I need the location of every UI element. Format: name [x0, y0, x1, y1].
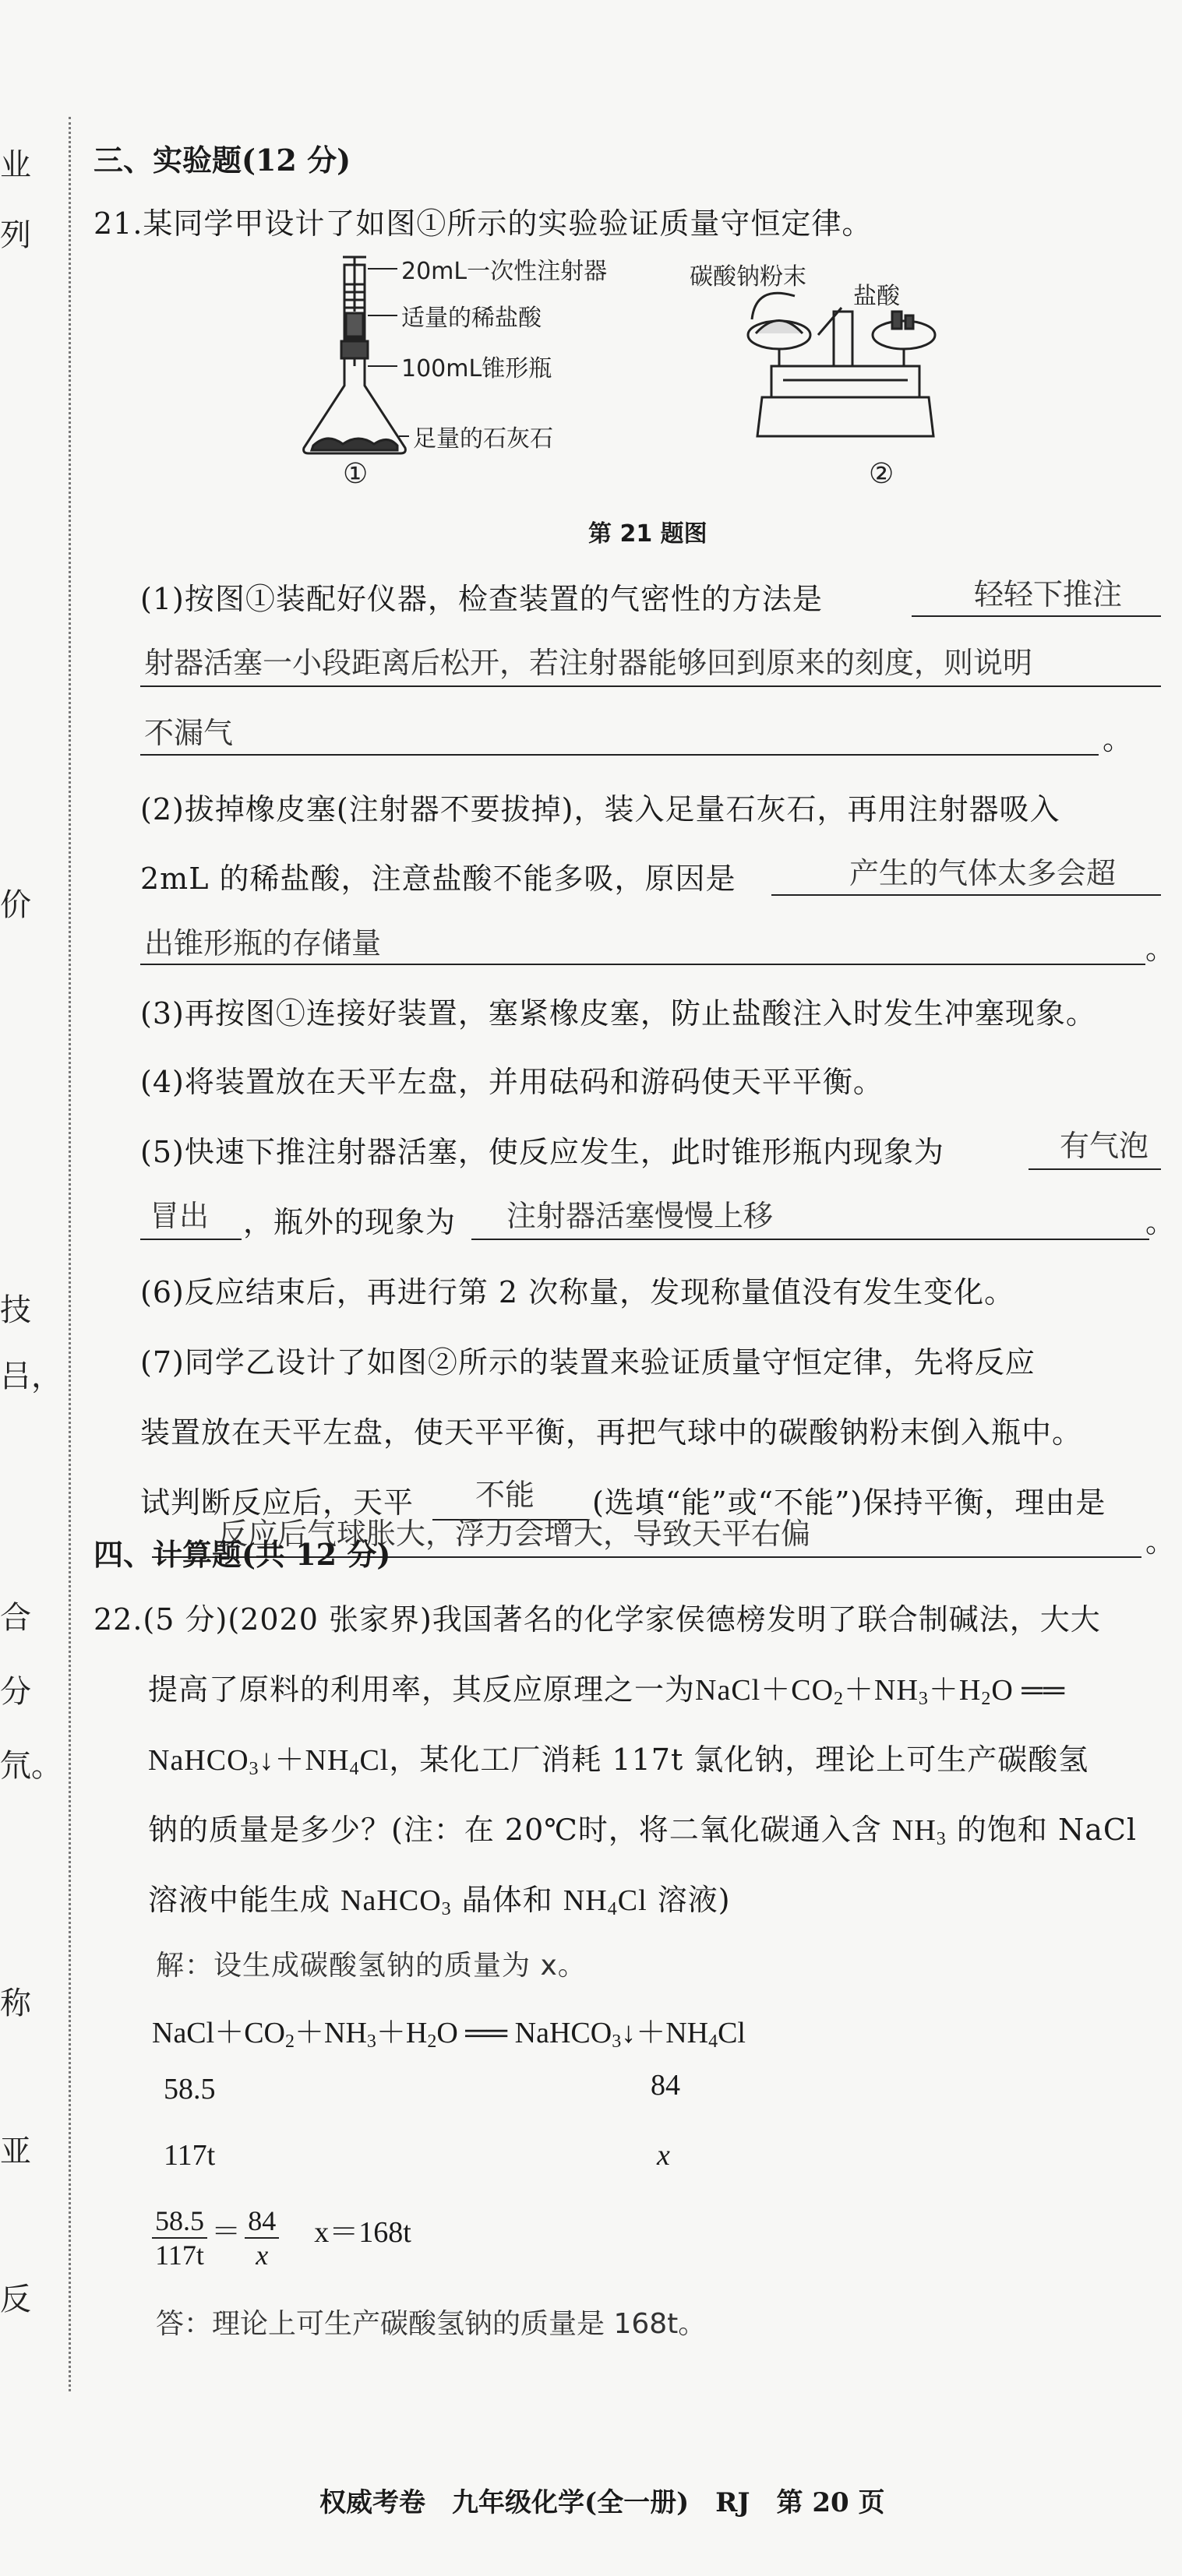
margin-char: 亚	[0, 2134, 31, 2169]
handwritten-answer: 不漏气	[144, 716, 234, 750]
answer-line	[140, 754, 1099, 756]
answer-line	[912, 615, 1161, 617]
q22-text: 溶液)	[657, 1883, 731, 1917]
handwritten-answer: 产生的气体太多会超	[849, 856, 1117, 890]
balance-icon	[748, 293, 935, 436]
q21-part4: (4)将装置放在天平左盘，并用砝码和游码使天平平衡。	[140, 1065, 884, 1099]
figure-21	[296, 249, 982, 506]
handwritten-answer: 不能	[475, 1478, 535, 1512]
page-footer: 权威考卷 九年级化学(全一册) RJ 第 20 页	[319, 2487, 885, 2518]
handwritten-answer: 反应后气球胀大，浮力会增大，导致天平右偏	[218, 1517, 811, 1551]
q21-part5-b: ，瓶外的现象为	[243, 1205, 457, 1239]
q21-part2-b: 2mL 的稀盐酸，注意盐酸不能多吸，原因是	[140, 862, 736, 896]
q21-part6: (6)反应结束后，再进行第 2 次称量，发现称量值没有发生变化。	[140, 1275, 1015, 1309]
answer-line	[140, 1239, 242, 1240]
section-heading: 三、实验题(12 分)	[94, 143, 351, 178]
margin-char: 氘。	[0, 1748, 62, 1784]
q22-text: 溶液中能生成	[148, 1883, 331, 1917]
label-sodium-carbonate: 碳酸钠粉末	[690, 263, 806, 291]
margin-char: 分	[0, 1674, 31, 1710]
q22-text: 晶体和	[461, 1883, 553, 1917]
answer-line	[1029, 1168, 1161, 1170]
q21-part7-b: 装置放在天平左盘，使天平平衡，再把气球中的碳酸钠粉末倒入瓶中。	[140, 1415, 1083, 1450]
label-acid: 适量的稀盐酸	[401, 305, 542, 332]
answer-line	[140, 685, 1161, 687]
unknown-mass: x	[657, 2139, 670, 2172]
q21-part7-a: (7)同学乙设计了如图②所示的装置来验证质量守恒定律，先将反应	[140, 1345, 1036, 1380]
period: 。	[1145, 1205, 1177, 1239]
handwritten-answer: 注射器活塞慢慢上移	[506, 1199, 774, 1233]
reaction-equation: NaCl＋CO2＋NH3＋H2O ══	[695, 1674, 1066, 1709]
question-22-line1: 22.(5 分)(2020 张家界)我国著名的化学家侯德榜发明了联合制碱法，大大	[94, 1602, 1101, 1637]
question-22-line4: 钠的质量是多少？(注：在 20℃时，将二氧化碳通入含 NH3 的饱和 NaCl	[148, 1813, 1138, 1849]
label-hydrochloric-acid: 盐酸	[853, 283, 900, 310]
answer-line	[771, 894, 1161, 896]
solution-intro: 解：设生成碳酸氢钠的质量为 x。	[156, 1950, 587, 1982]
handwritten-answer: 有气泡	[1060, 1129, 1149, 1163]
margin-char: 技	[0, 1292, 31, 1328]
result: x＝168t	[314, 2215, 411, 2249]
q21-part2-a: (2)拔掉橡皮塞(注射器不要拔掉)，装入足量石灰石，再用注射器吸入	[140, 792, 1060, 826]
figure-marker-1: ①	[343, 458, 369, 490]
label-limestone: 足量的石灰石	[413, 425, 553, 453]
margin-char: 合	[0, 1600, 31, 1636]
proportion: $\frac{58.5}{117t}$ ＝ $\frac{84}{x}$ x＝168t	[152, 2204, 411, 2271]
question-22-line2	[148, 1665, 1065, 1708]
q21-part7-d: (选填“能”或“不能”)保持平衡，理由是	[592, 1485, 1106, 1520]
handwritten-answer: 出锥形瓶的存储量	[144, 926, 382, 960]
question-21-intro: 21.某同学甲设计了如图①所示的实验验证质量守恒定律。	[94, 206, 873, 241]
q22-text: 钠的质量是多少？(注：在 20℃时，将二氧化碳通入含	[148, 1813, 882, 1847]
figure-caption: 第 21 题图	[588, 520, 707, 548]
solution-equation: NaCl＋CO2＋NH3＋H2O ══ NaHCO3↓＋NH4Cl	[152, 2017, 746, 2052]
final-answer: 答：理论上可生产碳酸氢钠的质量是 168t。	[156, 2308, 707, 2340]
margin-char: 业	[0, 147, 31, 183]
margin-char: 称	[0, 1986, 31, 2021]
margin-char: 价	[0, 887, 31, 923]
label-syringe: 20mL一次性注射器	[401, 258, 608, 285]
molar-mass-nacl: 58.5	[164, 2073, 216, 2106]
margin-char: 反	[0, 2282, 31, 2317]
question-22-line3	[148, 1736, 1088, 1778]
handwritten-answer: 冒出	[150, 1199, 210, 1233]
margin-char: 列	[0, 217, 31, 253]
figure-marker-2: ②	[869, 458, 894, 490]
reaction-products: NaHCO3↓＋NH4Cl	[148, 1744, 390, 1779]
period: 。	[1103, 722, 1134, 756]
q21-part5-a: (5)快速下推注射器活塞，使反应发生，此时锥形瓶内现象为	[140, 1135, 944, 1169]
binding-dotted-line	[69, 117, 71, 2391]
q21-part3: (3)再按图①连接好装置，塞紧橡皮塞，防止盐酸注入时发生冲塞现象。	[140, 996, 1096, 1031]
q21-part7-c: 试判断反应后，天平	[140, 1485, 415, 1520]
q22-text: 提高了原料的利用率，其反应原理之一为	[148, 1672, 696, 1707]
fraction-left: $\frac{58.5}{117t}$	[152, 2204, 207, 2271]
label-flask: 100mL锥形瓶	[401, 355, 552, 382]
molar-mass-nahco3: 84	[651, 2069, 680, 2102]
section-heading: 四、计算题(共 12 分)	[94, 1537, 391, 1572]
q22-text: ，某化工厂消耗 117t 氯化钠，理论上可生产碳酸氢	[389, 1743, 1089, 1777]
period: 。	[1145, 1524, 1177, 1559]
flask-icon	[304, 341, 406, 453]
handwritten-answer: 射器活塞一小段距离后松开，若注射器能够回到原来的刻度，则说明	[144, 646, 1033, 680]
margin-char: 吕，	[0, 1358, 62, 1394]
q22-text: 的饱和 NaCl	[956, 1813, 1138, 1847]
period: 。	[1145, 932, 1177, 966]
handwritten-answer: 轻轻下推注	[974, 577, 1123, 611]
answer-line	[140, 964, 1145, 965]
answer-line	[471, 1239, 1149, 1240]
given-mass: 117t	[164, 2139, 216, 2172]
q21-part1: (1)按图①装配好仪器，检查装置的气密性的方法是	[140, 582, 823, 616]
question-22-line5: 溶液中能生成 NaHCO3 晶体和 NH4Cl 溶液)	[148, 1883, 731, 1919]
fraction-right: $\frac{84}{x}$	[245, 2204, 279, 2271]
